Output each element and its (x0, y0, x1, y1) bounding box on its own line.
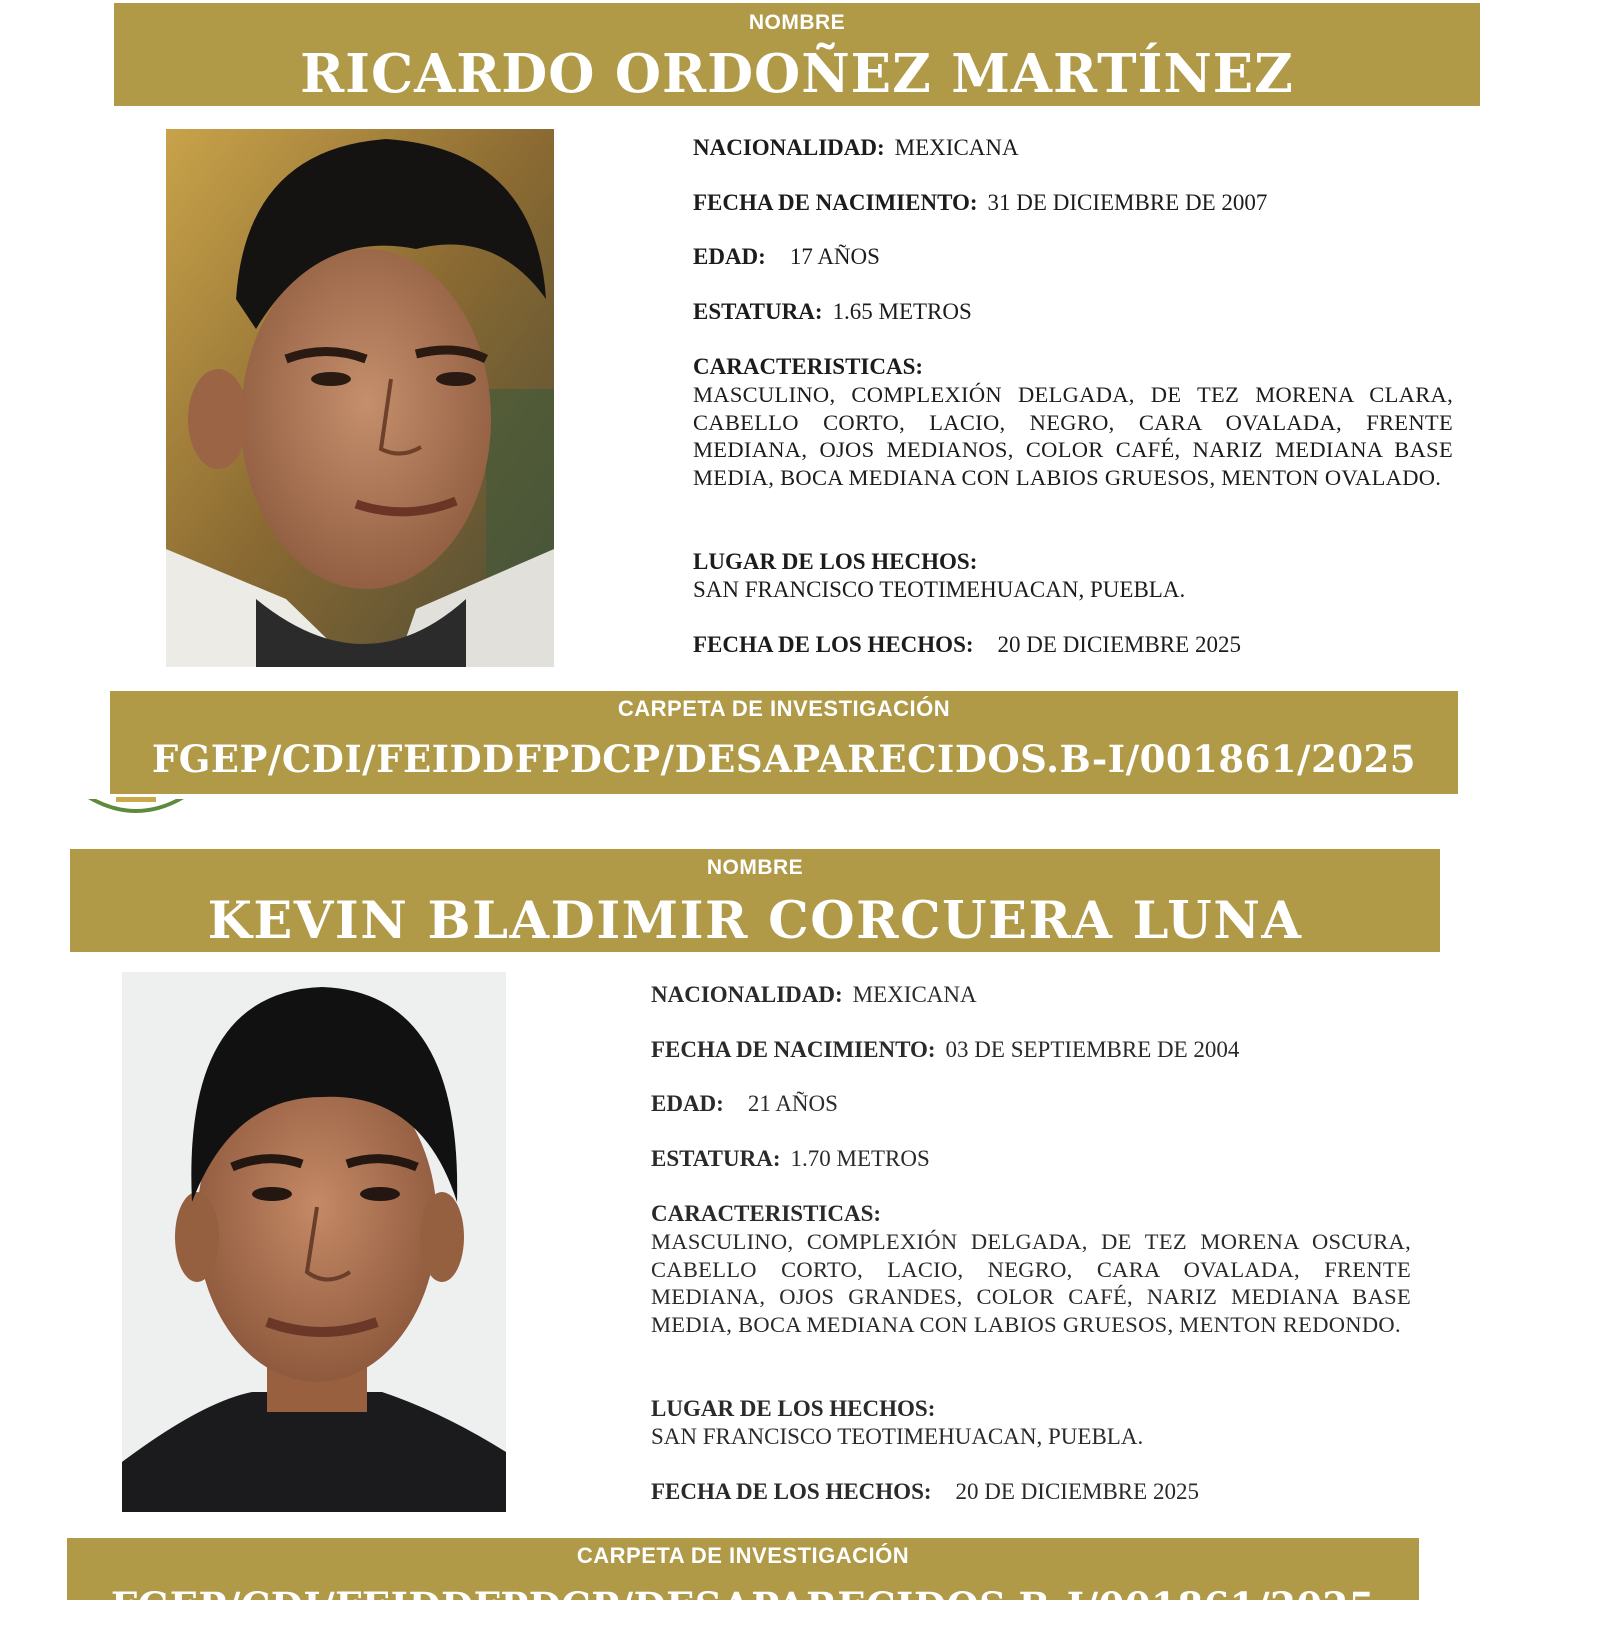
nacionalidad-label: NACIONALIDAD: (693, 135, 885, 160)
estatura-value: 1.65 METROS (832, 299, 972, 324)
nacionalidad-value: MEXICANA (894, 135, 1019, 160)
fecha-hechos-row (693, 633, 1241, 656)
person-photo (122, 972, 506, 1512)
fecha-nacimiento-row (651, 1038, 1239, 1061)
person-name: RICARDO ORDOÑEZ MARTÍNEZ (300, 43, 1294, 105)
carpeta-label: CARPETA DE INVESTIGACIÓN (617, 696, 951, 721)
person-name: KEVIN BLADIMIR CORCUERA LUNA (207, 891, 1303, 951)
person-details (651, 980, 1411, 1520)
edad-label: EDAD: (693, 244, 766, 269)
nacionalidad-label: NACIONALIDAD: (651, 982, 843, 1007)
caracteristicas-value: MASCULINO, COMPLEXIÓN DELGADA, DE TEZ MORENA CLARA, CABELLO CORTO, LACIO, NEGRO, CARA OVALADA, FRENTE MEDIANA, OJOS MEDIANOS, COLOR CAFÉ, NARIZ MEDIANA BASE MEDIA, BOCA MEDIANA CON LABIOS GRUESOS, MENTON OVALADO. (693, 382, 1453, 490)
carpeta-band (67, 1538, 1419, 1628)
fecha-hechos-label: FECHA DE LOS HECHOS: (693, 632, 974, 657)
person-photo (166, 129, 554, 667)
lugar-hechos-value: SAN FRANCISCO TEOTIMEHUACAN, PUEBLA. (651, 1424, 1144, 1449)
nombre-label: NOMBRE (706, 856, 804, 879)
lugar-hechos-value: SAN FRANCISCO TEOTIMEHUACAN, PUEBLA. (693, 577, 1186, 602)
edad-value: 21 AÑOS (747, 1091, 838, 1116)
caracteristicas-heading (693, 355, 933, 378)
fecha-nacimiento-label: FECHA DE NACIMIENTO: (693, 190, 978, 215)
name-header (70, 849, 1440, 952)
fecha-hechos-value: 20 DE DICIEMBRE 2025 (997, 632, 1241, 657)
carpeta-number: FGEP/CDI/FEIDDFPDCP/DESAPARECIDOS.B-I/001861/2025 (110, 1584, 1376, 1628)
fecha-nacimiento-value: 31 DE DICIEMBRE DE 2007 (987, 190, 1268, 215)
name-header (114, 3, 1480, 106)
estatura-label: ESTATURA: (651, 1146, 781, 1171)
fecha-hechos-value: 20 DE DICIEMBRE 2025 (955, 1479, 1199, 1504)
lugar-hechos-label: LUGAR DE LOS HECHOS: (651, 1396, 936, 1421)
fecha-nacimiento-row (693, 191, 1267, 214)
carpeta-number: FGEP/CDI/FEIDDFPDCP/DESAPARECIDOS.B-I/001861/2025 (151, 737, 1417, 781)
estatura-value: 1.70 METROS (790, 1146, 930, 1171)
fecha-hechos-row (651, 1480, 1199, 1503)
caracteristicas-label: CARACTERISTICAS: (693, 354, 924, 379)
estatura-row (651, 1147, 930, 1170)
edad-row (693, 245, 880, 268)
caracteristicas-value: MASCULINO, COMPLEXIÓN DELGADA, DE TEZ MORENA OSCURA, CABELLO CORTO, LACIO, NEGRO, CARA OVALADA, FRENTE MEDIANA, OJOS GRANDES, COLOR CAFÉ, NARIZ MEDIANA BASE MEDIA, BOCA MEDIANA CON LABIOS GRUESOS, MENTON REDONDO. (651, 1229, 1411, 1337)
carpeta-band (110, 691, 1458, 794)
emblem-logo (86, 797, 186, 817)
person-details (693, 133, 1453, 673)
lugar-hechos-heading (651, 1397, 945, 1420)
edad-row (651, 1092, 838, 1115)
fecha-hechos-label: FECHA DE LOS HECHOS: (651, 1479, 932, 1504)
carpeta-label: CARPETA DE INVESTIGACIÓN (576, 1543, 910, 1568)
lugar-hechos-heading (693, 550, 987, 573)
nacionalidad-row (651, 983, 977, 1006)
estatura-row (693, 300, 972, 323)
estatura-label: ESTATURA: (693, 299, 823, 324)
fecha-nacimiento-value: 03 DE SEPTIEMBRE DE 2004 (945, 1037, 1240, 1062)
nacionalidad-value: MEXICANA (852, 982, 977, 1007)
edad-label: EDAD: (651, 1091, 724, 1116)
nacionalidad-row (693, 136, 1019, 159)
fecha-nacimiento-label: FECHA DE NACIMIENTO: (651, 1037, 936, 1062)
lugar-hechos-label: LUGAR DE LOS HECHOS: (693, 549, 978, 574)
caracteristicas-heading (651, 1202, 891, 1225)
edad-value: 17 AÑOS (789, 244, 880, 269)
caracteristicas-label: CARACTERISTICAS: (651, 1201, 882, 1226)
nombre-label: NOMBRE (748, 11, 846, 34)
